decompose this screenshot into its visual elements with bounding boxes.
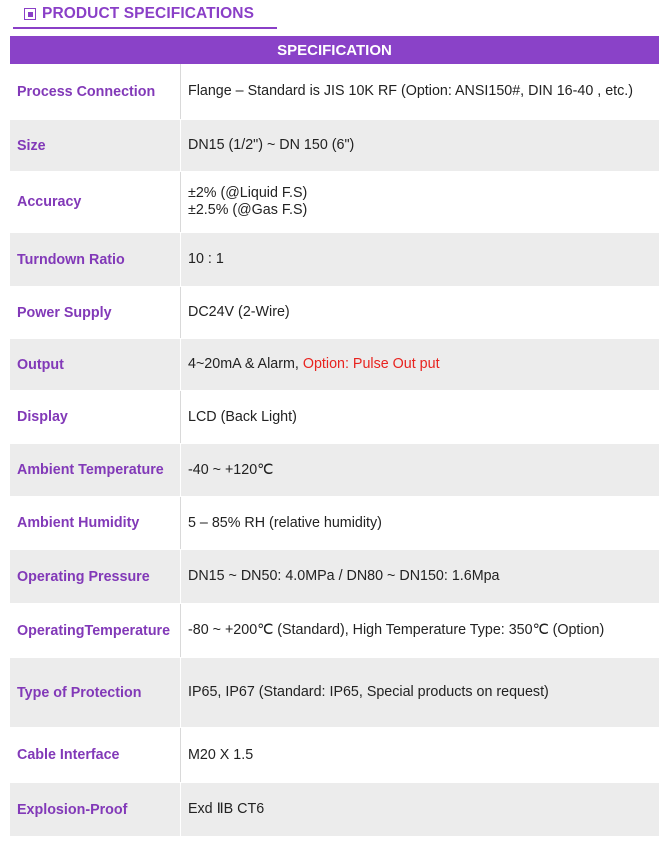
spec-value: -40 ~ +120℃ [188,461,274,478]
spec-label: Output [10,339,181,390]
spec-value: ±2% (@Liquid F.S) ±2.5% (@Gas F.S) [188,185,308,218]
spec-value: 4~20mA & Alarm, Option: Pulse Out put [188,356,440,372]
spec-label: Operating Pressure [10,550,181,603]
option-note: Option: Pulse Out put [302,356,440,372]
spec-label: Accuracy [10,172,181,232]
spec-row-explosion-proof [10,783,659,837]
spec-row-accuracy [10,172,659,233]
spec-label: Ambient Humidity [10,497,181,549]
spec-row-size [10,120,659,172]
spec-label: Cable Interface [10,728,181,782]
section-heading-title: PRODUCT SPECIFICATIONS [42,5,255,22]
spec-row-operating-pressure [10,550,659,604]
spec-table-header: SPECIFICATION [10,36,659,64]
spec-value: M20 X 1.5 [188,746,254,763]
spec-row-turndown-ratio [10,233,659,287]
spec-label: Process Connection [10,64,181,119]
spec-value: Exd ⅡB CT6 [188,801,265,817]
spec-value: DN15 ~ DN50: 4.0MPa / DN80 ~ DN150: 1.6Mpa [188,568,500,584]
spec-label: Size [10,120,181,171]
square-bullet-icon [24,8,36,20]
spec-row-ambient-temperature [10,444,659,497]
spec-table [10,36,659,837]
spec-value: Flange – Standard is JIS 10K RF (Option: ANSI150#, DIN 16-40 , etc.) [188,83,634,99]
spec-label: Display [10,391,181,443]
spec-label: Power Supply [10,287,181,338]
spec-value: 5 – 85% RH (relative humidity) [188,514,382,531]
heading-underline [13,27,277,29]
spec-value: DC24V (2-Wire) [188,304,290,320]
spec-value: LCD (Back Light) [188,408,297,425]
spec-row-type-of-protection [10,658,659,728]
spec-row-cable-interface [10,728,659,783]
spec-value: DN15 (1/2") ~ DN 150 (6") [188,137,355,153]
spec-label: Ambient Temperature [10,444,181,496]
spec-value: 10 : 1 [188,251,224,267]
spec-row-display [10,391,659,444]
spec-value: IP65, IP67 (Standard: IP65, Special products on request) [188,684,549,700]
spec-label: Type of Protection [10,658,181,727]
spec-row-output [10,339,659,391]
spec-row-power-supply [10,287,659,339]
spec-label: OperatingTemperature [10,604,181,657]
spec-value: -80 ~ +200℃ (Standard), High Temperature Type: 350℃ (Option) [188,622,605,638]
spec-row-process-connection [10,64,659,120]
spec-label: Explosion-Proof [10,783,181,836]
spec-label: Turndown Ratio [10,233,181,286]
spec-row-ambient-humidity [10,497,659,550]
spec-row-operating-temperature [10,604,659,658]
section-heading [24,3,254,25]
